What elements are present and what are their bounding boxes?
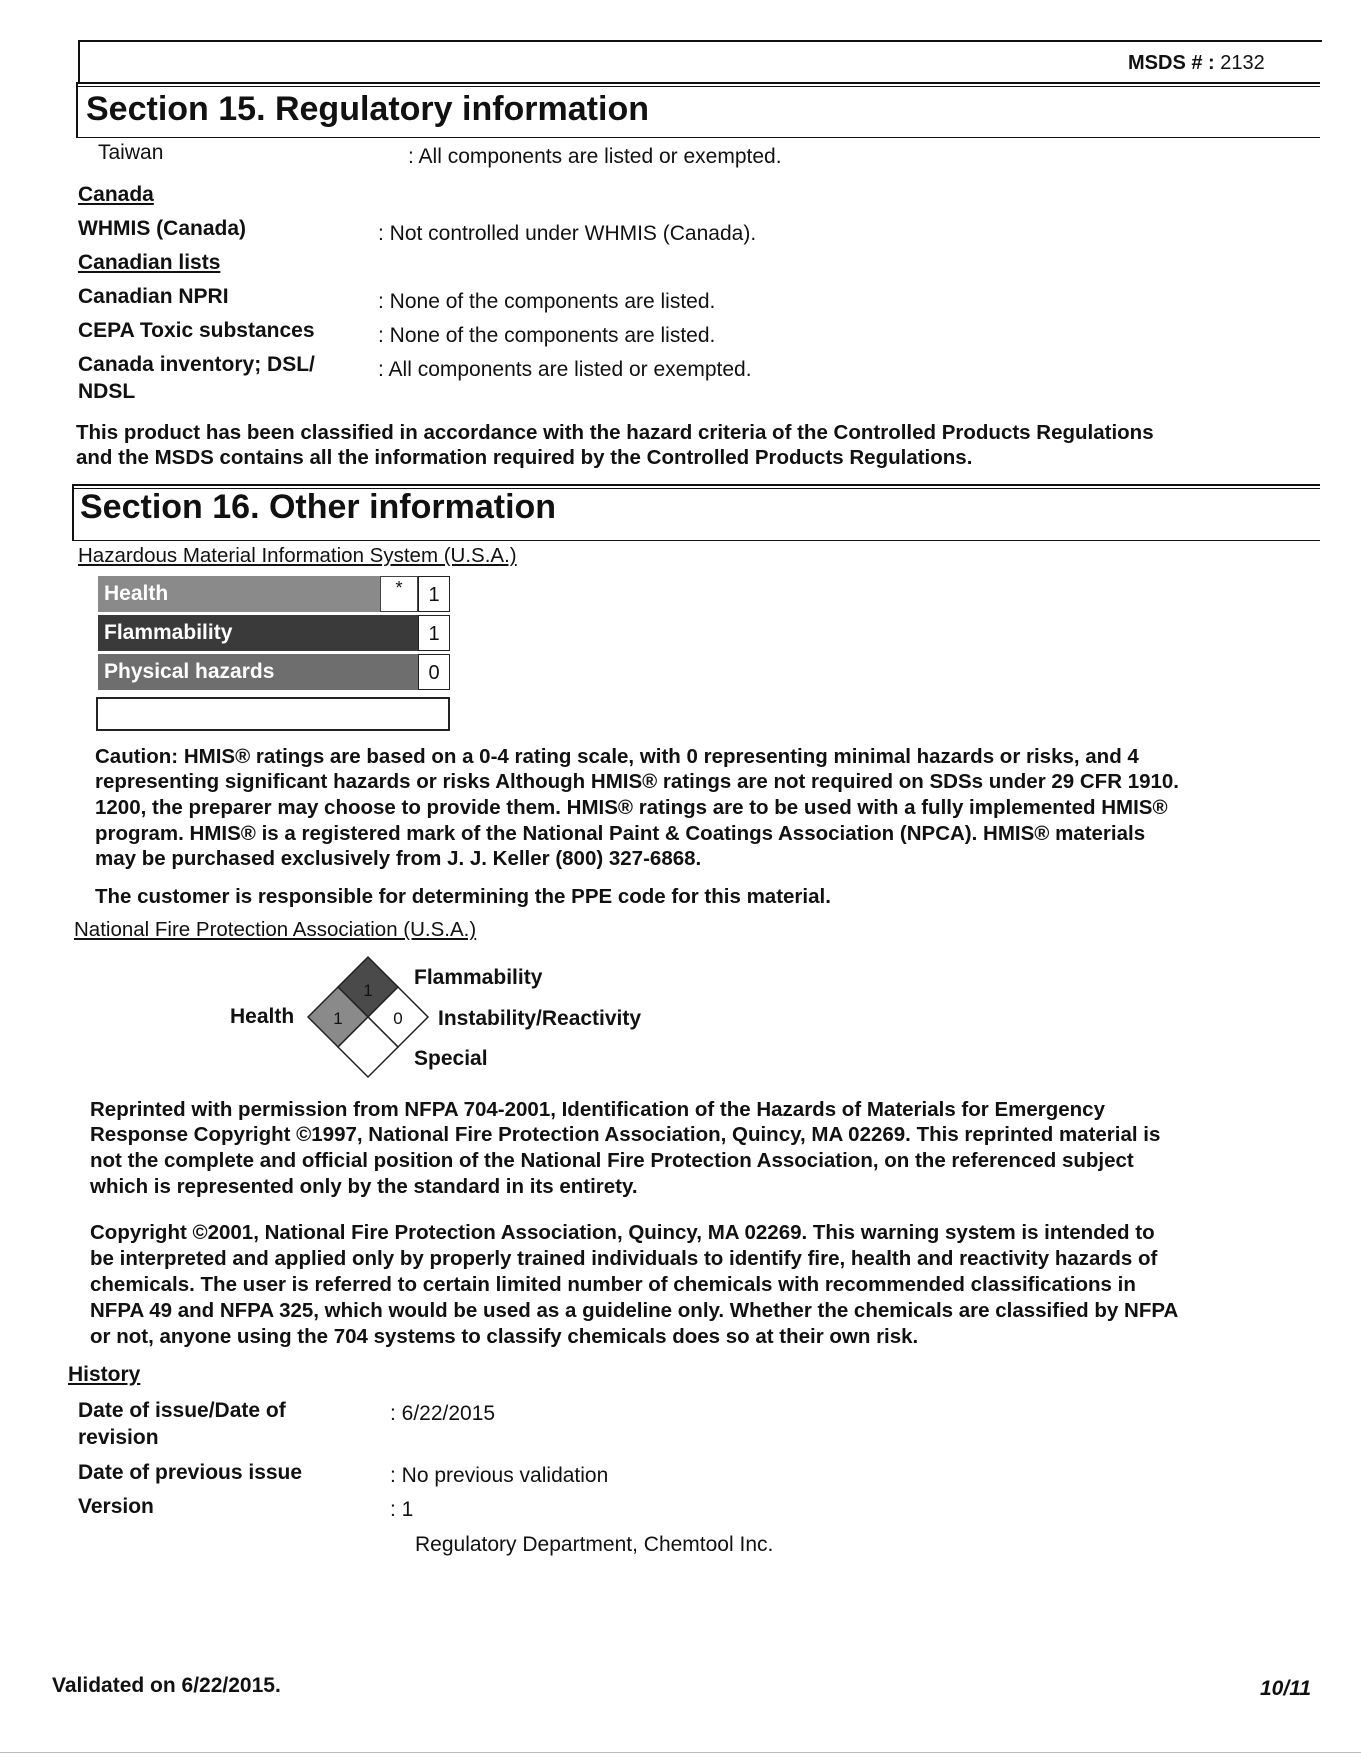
- nfpa-copyright-3: chemicals. The user is referred to certain limited number of chemicals with recommended classifications in: [90, 1273, 1136, 1296]
- hmis-caution-1: Caution: HMIS® ratings are based on a 0-4 rating scale, with 0 representing minimal hazards or risks, and 4: [95, 745, 1139, 768]
- hmis-chronic-marker: *: [395, 578, 403, 598]
- history-heading: History: [68, 1363, 141, 1386]
- whmis-label: WHMIS (Canada): [78, 217, 246, 240]
- previous-value: : No previous validation: [390, 1464, 609, 1487]
- msds-value: 2132: [1220, 52, 1265, 74]
- msds-label: MSDS # :: [1128, 52, 1215, 74]
- msds-number: [1128, 52, 1265, 75]
- cepa-label: CEPA Toxic substances: [78, 319, 315, 342]
- hmis-caution-4: program. HMIS® is a registered mark of the National Paint & Coatings Association (NPCA). HMIS® materials: [95, 822, 1146, 845]
- nfpa-health-value: 1: [333, 1009, 343, 1028]
- hmis-flammability-label: Flammability: [104, 621, 233, 644]
- section15-box: [76, 82, 78, 138]
- nfpa-copyright-5: or not, anyone using the 704 systems to classify chemicals does so at their own risk.: [90, 1325, 919, 1348]
- previous-label: Date of previous issue: [78, 1461, 303, 1484]
- taiwan-value: : All components are listed or exempted.: [408, 145, 782, 168]
- taiwan-value-text: All components are listed or exempted.: [418, 145, 782, 168]
- hmis-flammability-value: 1: [418, 615, 450, 651]
- canadian-lists-heading: Canadian lists: [78, 251, 221, 274]
- hmis-caution-3: 1200, the preparer may choose to provide them. HMIS® ratings are to be used with a fully implemented HMIS®: [95, 796, 1168, 819]
- previous-value-text: No previous validation: [401, 1464, 609, 1487]
- npri-label: Canadian NPRI: [78, 285, 229, 308]
- nfpa-copyright-1: Copyright ©2001, National Fire Protection Association, Quincy, MA 02269. This warning system is intended to: [90, 1221, 1155, 1244]
- npri-value-text: None of the components are listed.: [389, 290, 716, 313]
- hmis-physical-row: [98, 654, 418, 690]
- ppe-note: The customer is responsible for determining the PPE code for this material.: [95, 885, 831, 908]
- classification-line2: and the MSDS contains all the information required by the Controlled Products Regulations.: [76, 446, 973, 469]
- version-value: : 1: [390, 1498, 414, 1521]
- issue-value: : 6/22/2015: [390, 1402, 496, 1425]
- section16-rule-top: [72, 484, 1320, 486]
- hmis-caution-2: representing significant hazards or risks Although HMIS® ratings are not required on SDSs under 29 CFR 1910.: [95, 770, 1179, 793]
- section16-rule-bottom: [72, 540, 1320, 541]
- section15-rule-top: [76, 82, 1320, 84]
- nfpa-reprint-3: not the complete and official position of the National Fire Protection Association, on the referenced subject: [90, 1149, 1134, 1172]
- hmis-caution-5: may be purchased exclusively from J. J. Keller (800) 327-6868.: [95, 847, 702, 870]
- hmis-health-label: Health: [104, 582, 169, 605]
- canada-heading: Canada: [78, 183, 154, 206]
- footer-rule: [0, 1752, 1361, 1753]
- section16-box: [72, 484, 74, 540]
- nfpa-instability-value: 0: [393, 1009, 403, 1028]
- hmis-health-value: 1: [418, 576, 450, 612]
- section15-rule-bottom: [76, 137, 1320, 138]
- dsl-value: : All components are listed or exempted.: [378, 358, 752, 381]
- cepa-value-text: None of the components are listed.: [389, 324, 716, 347]
- npri-value: : None of the components are listed.: [378, 290, 716, 313]
- nfpa-reprint-4: which is represented only by the standard in its entirety.: [90, 1175, 638, 1198]
- dsl-label-line2: NDSL: [78, 380, 136, 403]
- hmis-flammability-row: [98, 615, 418, 651]
- classification-line1: This product has been classified in accordance with the hazard criteria of the Controlled Products Regulations: [76, 421, 1154, 444]
- nfpa-flammability-value: 1: [363, 981, 373, 1000]
- hmis-heading: Hazardous Material Information System (U.S.A.): [78, 544, 517, 567]
- issue-label-line1: Date of issue/Date of: [78, 1399, 286, 1422]
- hmis-physical-value: 0: [418, 654, 450, 690]
- cepa-value: : None of the components are listed.: [378, 324, 716, 347]
- prepared-by: Regulatory Department, Chemtool Inc.: [415, 1533, 774, 1556]
- page-number: 10/11: [1260, 1677, 1311, 1700]
- nfpa-copyright-4: NFPA 49 and NFPA 325, which would be used as a guideline only. Whether the chemicals are classified by NFPA: [90, 1299, 1179, 1322]
- nfpa-diamond: [306, 955, 430, 1079]
- taiwan-label: Taiwan: [98, 141, 164, 164]
- nfpa-flammability-label: Flammability: [414, 966, 543, 989]
- nfpa-reprint-2: Response Copyright ©1997, National Fire Protection Association, Quincy, MA 02269. This reprinted material is: [90, 1123, 1161, 1146]
- nfpa-special-label: Special: [414, 1047, 488, 1070]
- hmis-physical-label: Physical hazards: [104, 660, 275, 683]
- validated-note: Validated on 6/22/2015.: [52, 1674, 281, 1697]
- version-value-text: 1: [401, 1498, 414, 1521]
- version-label: Version: [78, 1495, 154, 1518]
- hmis-chronic-cell: [380, 576, 418, 612]
- hmis-health-row: [98, 576, 380, 612]
- nfpa-health-label: Health: [230, 1005, 295, 1028]
- whmis-value-text: Not controlled under WHMIS (Canada).: [389, 222, 757, 245]
- whmis-value: : Not controlled under WHMIS (Canada).: [378, 222, 757, 245]
- section16-title: Section 16. Other information: [80, 488, 557, 526]
- dsl-label-line1: Canada inventory; DSL/: [78, 353, 315, 376]
- hmis-ppe-box: [96, 697, 450, 731]
- issue-label-line2: revision: [78, 1426, 159, 1449]
- nfpa-copyright-2: be interpreted and applied only by properly trained individuals to identify fire, health and reactivity hazards of: [90, 1247, 1158, 1270]
- dsl-value-text: All components are listed or exempted.: [388, 358, 752, 381]
- section15-rule-top2: [76, 86, 1320, 87]
- issue-value-text: 6/22/2015: [401, 1402, 496, 1425]
- nfpa-instability-label: Instability/Reactivity: [438, 1007, 642, 1030]
- nfpa-heading: National Fire Protection Association (U.S.A.): [74, 918, 477, 941]
- section15-title: Section 15. Regulatory information: [86, 90, 649, 128]
- nfpa-reprint-1: Reprinted with permission from NFPA 704-2001, Identification of the Hazards of Materials for Emergency: [90, 1098, 1105, 1121]
